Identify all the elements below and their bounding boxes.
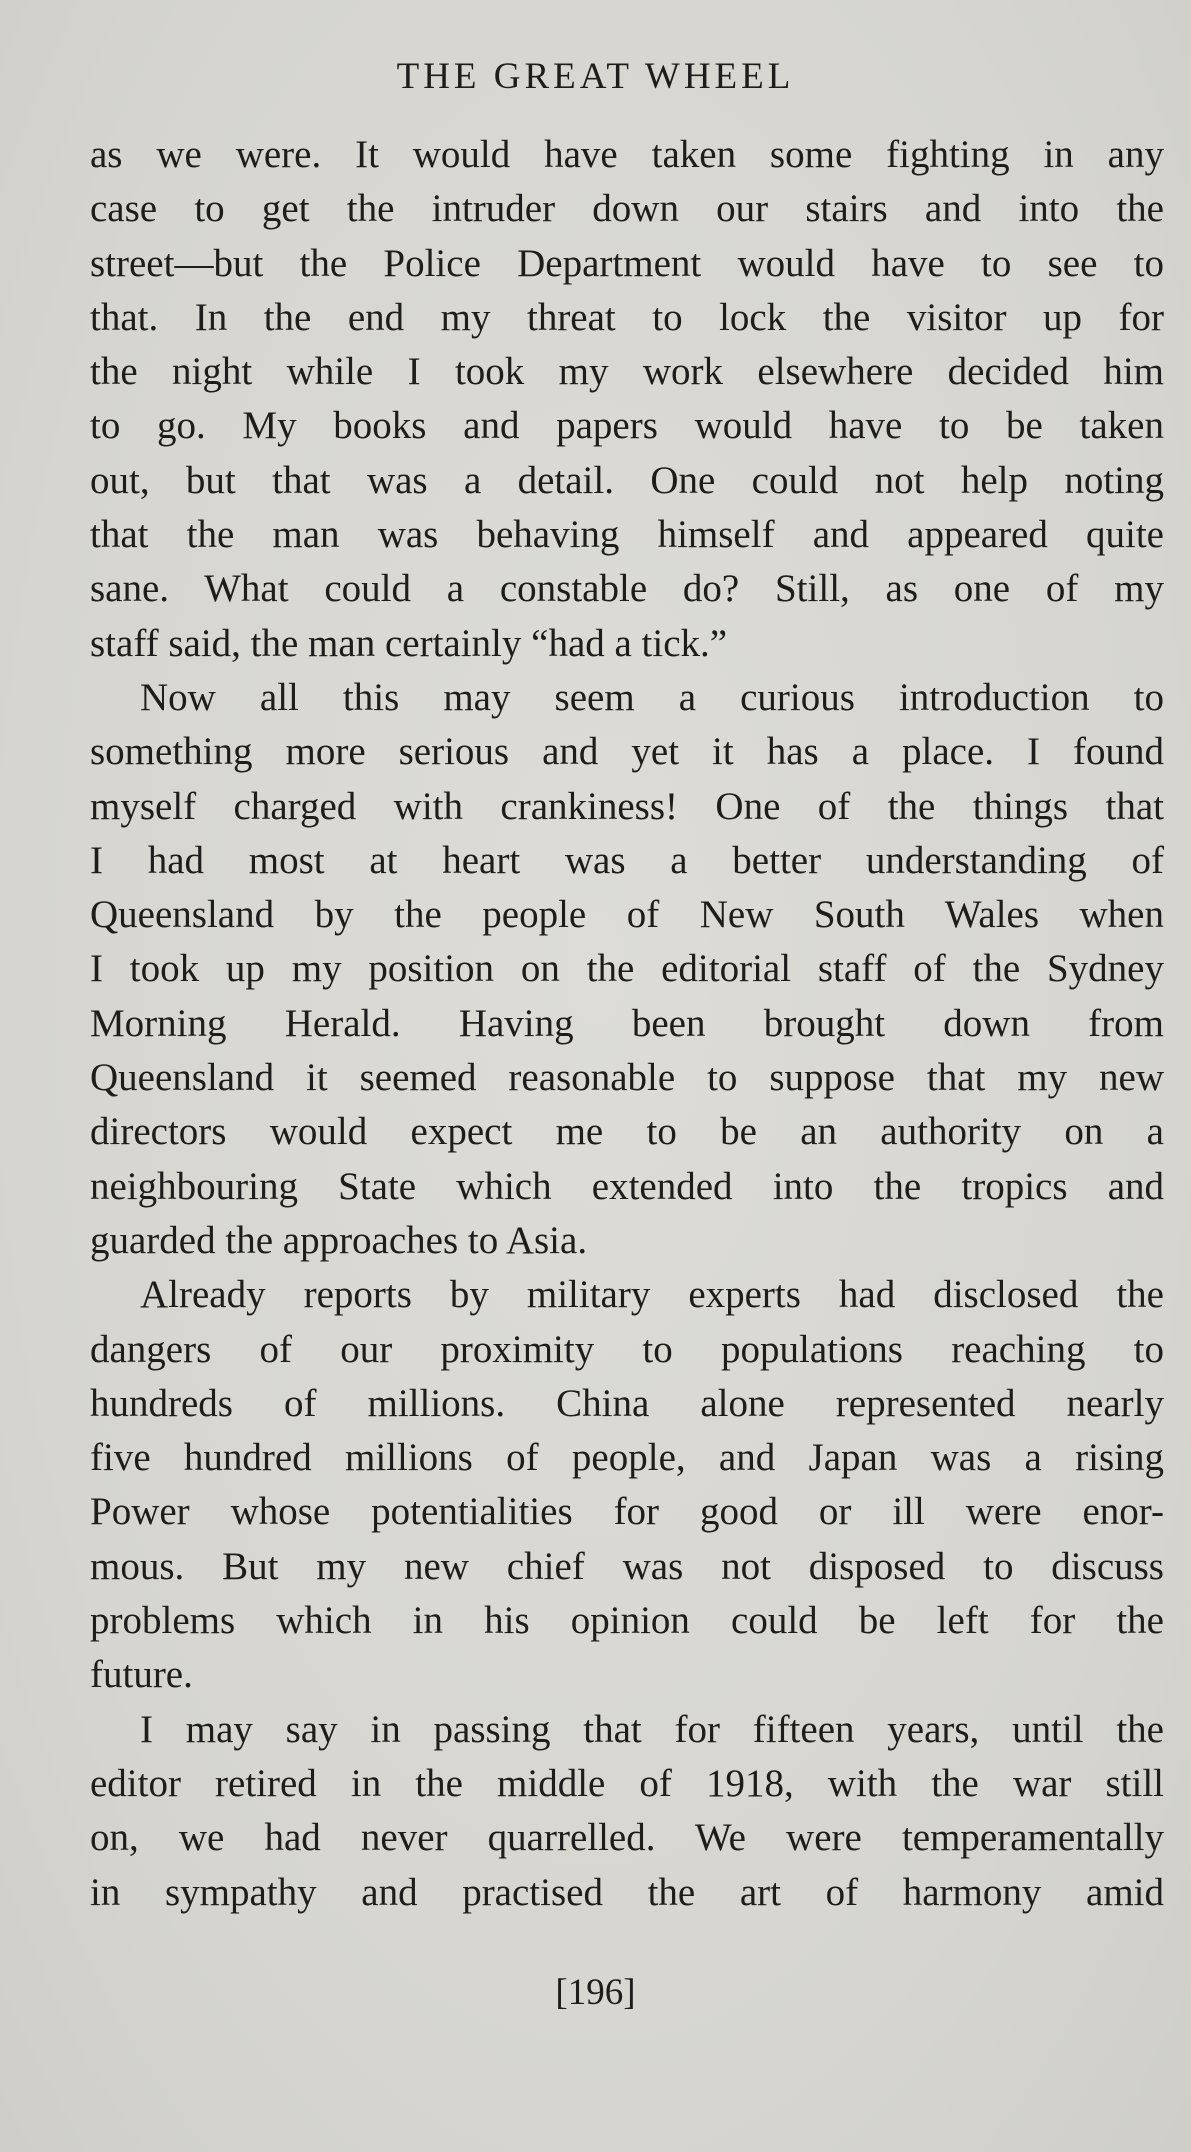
text-line: editor retired in the middle of 1918, with the war still bbox=[90, 1761, 1164, 1805]
text-line: sane. What could a constable do? Still, as one of my bbox=[90, 567, 1164, 611]
text-line: guarded the approaches to Asia. bbox=[90, 1218, 588, 1262]
text-line: problems which in his opinion could be left for the bbox=[90, 1599, 1164, 1643]
text-line: myself charged with crankiness! One of the things that bbox=[90, 784, 1164, 828]
text-line: Queensland it seemed reasonable to suppose that my new bbox=[90, 1056, 1164, 1100]
text-line: staff said, the man certainly “had a tick.” bbox=[90, 621, 728, 665]
text-line: out, but that was a detail. One could not help noting bbox=[90, 458, 1164, 502]
text-line: I had most at heart was a better understanding of bbox=[90, 838, 1164, 882]
text-line: neighbouring State which extended into the tropics and bbox=[90, 1164, 1164, 1208]
text-line: Power whose potentialities for good or ill were enor- bbox=[90, 1490, 1164, 1534]
text-line: case to get the intruder down our stairs and into the bbox=[90, 187, 1164, 231]
page-number: [196] bbox=[555, 1972, 636, 2013]
text-line: something more serious and yet it has a place. I found bbox=[90, 730, 1164, 774]
text-line: street—but the Police Department would have to see to bbox=[90, 241, 1164, 285]
text-line: Morning Herald. Having been brought down from bbox=[90, 1001, 1164, 1045]
text-line: the night while I took my work elsewhere decided him bbox=[90, 350, 1164, 394]
text-line: five hundred millions of people, and Japan was a rising bbox=[90, 1436, 1164, 1480]
text-line: on, we had never quarrelled. We were temperamentally bbox=[90, 1816, 1164, 1860]
text-line: Already reports by military experts had disclosed the bbox=[140, 1273, 1164, 1317]
text-line: Queensland by the people of New South Wales when bbox=[90, 893, 1164, 937]
text-line: that the man was behaving himself and appeared quite bbox=[90, 513, 1164, 557]
text-line: Now all this may seem a curious introduction to bbox=[140, 675, 1164, 719]
text-line: directors would expect me to be an authority on a bbox=[90, 1110, 1164, 1154]
running-head: THE GREAT WHEEL bbox=[396, 56, 795, 97]
text-line: to go. My books and papers would have to be taken bbox=[90, 404, 1164, 448]
text-line: I took up my position on the editorial staff of the Sydney bbox=[90, 947, 1164, 991]
text-line: that. In the end my threat to lock the visitor up for bbox=[90, 295, 1164, 339]
text-line: dangers of our proximity to populations reaching to bbox=[90, 1327, 1164, 1371]
text-line: mous. But my new chief was not disposed to discuss bbox=[90, 1544, 1164, 1588]
text-line: hundreds of millions. China alone represented nearly bbox=[90, 1381, 1164, 1425]
text-line: in sympathy and practised the art of harmony amid bbox=[90, 1870, 1164, 1914]
text-line: as we were. It would have taken some fighting in any bbox=[90, 133, 1164, 176]
body-text bbox=[90, 128, 1164, 1920]
text-line: I may say in passing that for fifteen years, until the bbox=[140, 1707, 1164, 1751]
text-line: future. bbox=[90, 1653, 193, 1697]
